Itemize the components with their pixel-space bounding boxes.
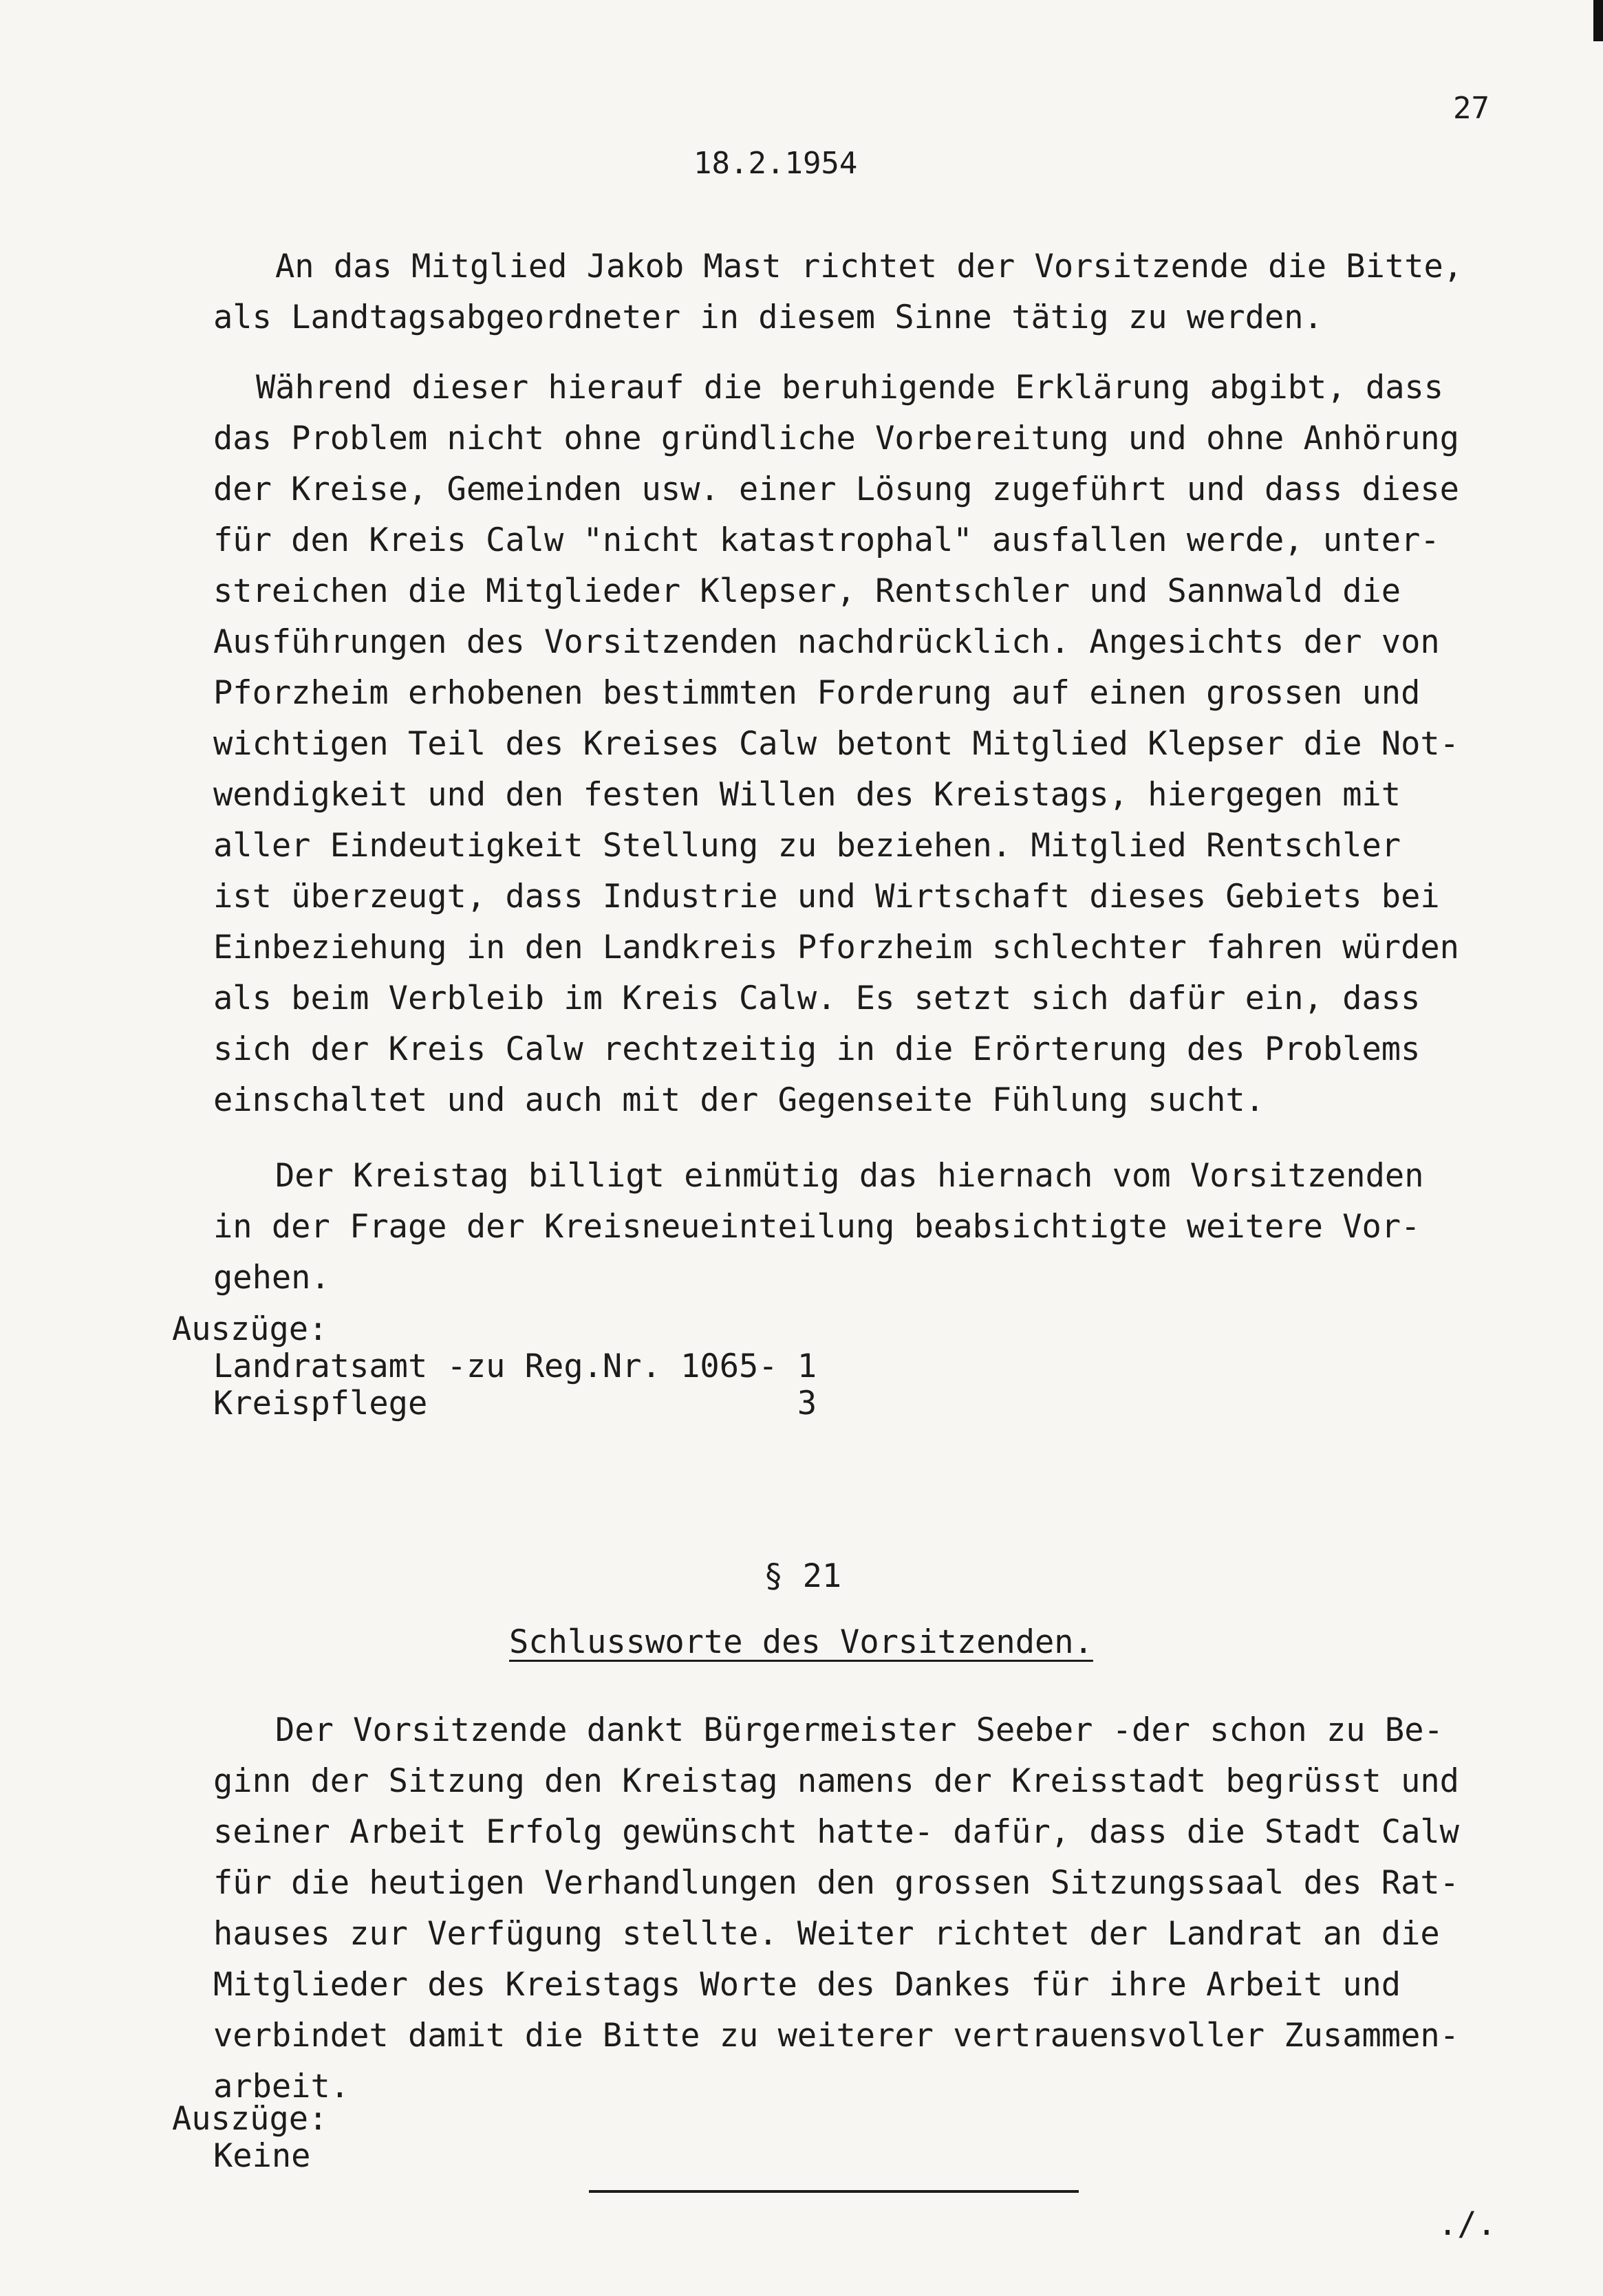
document-date: 18.2.1954 xyxy=(693,146,858,181)
paragraph-line: für den Kreis Calw "nicht katastrophal" ausfallen werde, unter- xyxy=(213,521,1440,559)
paragraph-line: sich der Kreis Calw rechtzeitig in die Erörterung des Problems xyxy=(213,1030,1421,1068)
section-title: Schlussworte des Vorsitzenden. xyxy=(509,1623,1093,1661)
paragraph-line: Der Kreistag billigt einmütig das hiernach vom Vorsitzenden xyxy=(275,1157,1424,1195)
paragraph-line: in der Frage der Kreisneueinteilung beabsichtigte weitere Vor- xyxy=(213,1208,1421,1246)
paragraph-line: als beim Verbleib im Kreis Calw. Es setzt sich dafür ein, dass xyxy=(213,979,1421,1017)
paragraph-line: Pforzheim erhobenen bestimmten Forderung auf einen grossen und xyxy=(213,674,1421,712)
extracts-line: Landratsamt -zu Reg.Nr. 1065- 1 xyxy=(213,1347,817,1385)
page-number: 27 xyxy=(1453,91,1489,126)
extracts-heading: Auszüge: xyxy=(172,1310,328,1348)
continuation-mark: ./. xyxy=(1438,2205,1496,2243)
extracts-line: Kreispflege 3 xyxy=(213,1385,817,1422)
scan-edge-mark xyxy=(1593,0,1603,41)
closing-rule xyxy=(589,2190,1079,2193)
paragraph-line: ginn der Sitzung den Kreistag namens der Kreisstadt begrüsst und xyxy=(213,1762,1459,1800)
extracts-line: Keine xyxy=(213,2137,311,2175)
paragraph-line: seiner Arbeit Erfolg gewünscht hatte- dafür, dass die Stadt Calw xyxy=(213,1813,1459,1851)
paragraph-line: aller Eindeutigkeit Stellung zu beziehen. Mitglied Rentschler xyxy=(213,827,1401,865)
paragraph-line: arbeit. xyxy=(213,2068,350,2105)
paragraph-line: wichtigen Teil des Kreises Calw betont Mitglied Klepser die Not- xyxy=(213,725,1459,763)
paragraph-line: streichen die Mitglieder Klepser, Rentschler und Sannwald die xyxy=(213,572,1401,610)
paragraph-line: Der Vorsitzende dankt Bürgermeister Seeber -der schon zu Be- xyxy=(275,1711,1443,1749)
paragraph-line: Mitglieder des Kreistags Worte des Dankes für ihre Arbeit und xyxy=(213,1966,1401,2004)
paragraph-line: verbindet damit die Bitte zu weiterer vertrauensvoller Zusammen- xyxy=(213,2017,1459,2055)
paragraph-line: An das Mitglied Jakob Mast richtet der Vorsitzende die Bitte, xyxy=(275,248,1463,285)
paragraph-line: als Landtagsabgeordneter in diesem Sinne tätig zu werden. xyxy=(213,299,1323,336)
paragraph-line: das Problem nicht ohne gründliche Vorbereitung und ohne Anhörung xyxy=(213,420,1459,457)
paragraph-line: einschaltet und auch mit der Gegenseite Fühlung sucht. xyxy=(213,1081,1265,1119)
paragraph-line: Einbeziehung in den Landkreis Pforzheim schlechter fahren würden xyxy=(213,929,1459,966)
paragraph-line: gehen. xyxy=(213,1259,330,1297)
paragraph-line: Während dieser hierauf die beruhigende Erklärung abgibt, dass xyxy=(256,369,1444,407)
paragraph-line: der Kreise, Gemeinden usw. einer Lösung zugeführt und dass diese xyxy=(213,470,1459,508)
extracts-heading: Auszüge: xyxy=(172,2100,328,2138)
paragraph-line: für die heutigen Verhandlungen den grossen Sitzungssaal des Rat- xyxy=(213,1864,1459,1902)
section-number: § 21 xyxy=(764,1557,842,1595)
paragraph-line: Ausführungen des Vorsitzenden nachdrücklich. Angesichts der von xyxy=(213,623,1440,661)
paragraph-line: wendigkeit und den festen Willen des Kreistags, hiergegen mit xyxy=(213,776,1401,814)
paragraph-line: ist überzeugt, dass Industrie und Wirtschaft dieses Gebiets bei xyxy=(213,878,1440,916)
paragraph-line: hauses zur Verfügung stellte. Weiter richtet der Landrat an die xyxy=(213,1915,1440,1953)
